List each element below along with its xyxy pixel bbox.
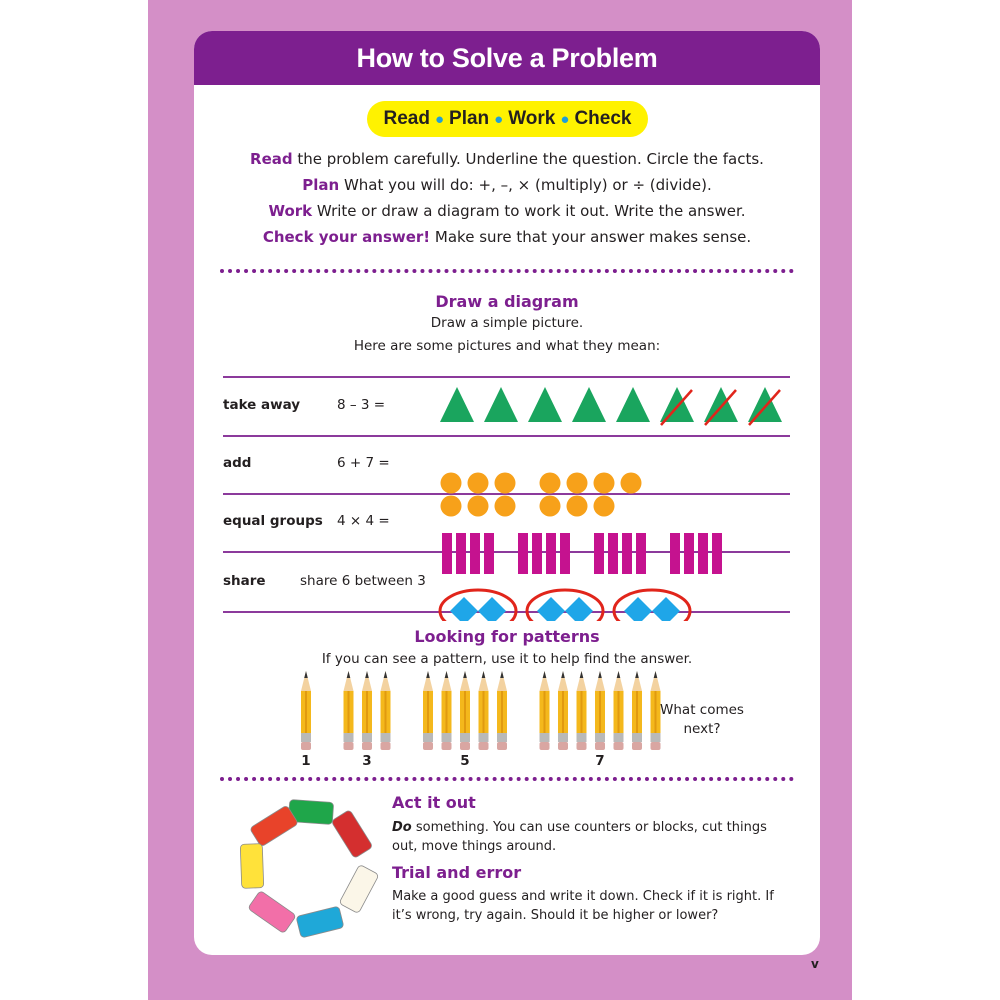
pencil-icon [423, 671, 433, 750]
diamond-counter [450, 597, 478, 621]
instruction-check [194, 224, 820, 250]
pattern-question: What comes next? [660, 702, 744, 737]
diagram-pictures [194, 371, 820, 621]
diagram-line1: Draw a simple picture. [430, 315, 584, 331]
circle-counter [540, 496, 561, 517]
pencil-icon [460, 671, 470, 750]
diamond-counter [478, 597, 506, 621]
pencil-icon [497, 671, 507, 750]
bar-counter [622, 533, 632, 574]
circle-counter [567, 473, 588, 494]
pencil-icon [540, 671, 550, 750]
pattern-number: 3 [362, 753, 372, 769]
bar-counter [670, 533, 680, 574]
circle-counter [441, 496, 462, 517]
row-label-take-away: take away [223, 397, 301, 413]
keyword: Plan [302, 176, 340, 194]
step-check: Check [574, 108, 632, 129]
trial-error-text: Make a good guess and write it down. Check if it is right. If it’s wrong, try again. Should it be higher or lower? [392, 889, 774, 923]
trial-error-heading: Trial and error [392, 863, 522, 882]
circle-counter [468, 496, 489, 517]
patterns-subtitle: If you can see a pattern, use it to help find the answer. [321, 651, 693, 667]
patterns-heading: Looking for patterns [414, 627, 600, 646]
pattern-number: 1 [301, 753, 311, 769]
instruction-plan [194, 172, 820, 198]
step-work: Work [508, 108, 556, 129]
row-label-equal-groups: equal groups [223, 513, 323, 529]
page-number: v [811, 957, 819, 971]
row-label-add: add [223, 455, 252, 471]
diamond-counter [624, 597, 652, 621]
bar-counter [608, 533, 618, 574]
bar-counter [594, 533, 604, 574]
diagram-heading: Draw a diagram [435, 292, 579, 311]
pencil-icon [442, 671, 452, 750]
keyword: Check your answer! [262, 228, 431, 246]
diagram-line2: Here are some pictures and what they mean: [353, 338, 661, 354]
bullet-dot: ● [560, 110, 570, 128]
share-ring [527, 590, 603, 621]
steps-pill [367, 101, 648, 137]
keyword: Work [268, 202, 313, 220]
triangle-counter [616, 387, 650, 422]
dotted-divider [220, 777, 794, 781]
pencil-icon [344, 671, 354, 750]
diamond-counter [537, 597, 565, 621]
step-read: Read [383, 108, 430, 129]
instruction-text: Make sure that your answer makes sense. [430, 228, 752, 246]
instruction-read [194, 146, 820, 172]
triangle-counter [484, 387, 518, 422]
triangle-counter [440, 387, 474, 422]
share-ring [614, 590, 690, 621]
pencil-icon [362, 671, 372, 750]
bullet-dot: ● [494, 110, 504, 128]
bar-counter [684, 533, 694, 574]
triangle-counter [572, 387, 606, 422]
content-card [194, 31, 820, 955]
circle-counter [567, 496, 588, 517]
instruction-text: Write or draw a diagram to work it out. Write the answer. [312, 202, 746, 220]
pattern-number: 7 [595, 753, 605, 769]
pattern-number: 5 [460, 753, 470, 769]
bar-counter [442, 533, 452, 574]
bar-counter [518, 533, 528, 574]
bar-counter [470, 533, 480, 574]
instruction-text: What you will do: +, –, × (multiply) or ÷ (divide). [339, 176, 712, 194]
circle-counter [495, 496, 516, 517]
circle-counter [594, 496, 615, 517]
instruction-text: the problem carefully. Underline the question. Circle the facts. [292, 150, 764, 168]
act-it-out-body: something. You can use counters or blocks, cut things out, move things around. [392, 820, 767, 854]
diamond-counter [652, 597, 680, 621]
pencil-icon [577, 671, 587, 750]
act-it-out-text [392, 818, 792, 856]
bar-counter [698, 533, 708, 574]
row-expr-take-away: 8 – 3 = [337, 397, 386, 413]
bar-counter [532, 533, 542, 574]
step-plan: Plan [449, 108, 490, 129]
pencil-icon [614, 671, 624, 750]
triangle-counter [528, 387, 562, 422]
bullet-dot: ● [434, 110, 445, 128]
pencil-icon [381, 671, 391, 750]
pencil-icon [558, 671, 568, 750]
circle-counter [468, 473, 489, 494]
row-expr-share: share 6 between 3 [300, 573, 426, 589]
keyword: Read [250, 150, 293, 168]
pencil-icon [595, 671, 605, 750]
circle-counter [594, 473, 615, 494]
bar-counter [546, 533, 556, 574]
bar-counter [484, 533, 494, 574]
pencil-icon [479, 671, 489, 750]
pencil-icon [301, 671, 311, 750]
circle-counter [621, 473, 642, 494]
bar-counter [456, 533, 466, 574]
bar-counter [712, 533, 722, 574]
bar-counter [636, 533, 646, 574]
bar-counter [560, 533, 570, 574]
row-label-share: share [223, 573, 266, 589]
instruction-work [194, 198, 820, 224]
act-it-out-heading: Act it out [392, 793, 476, 812]
pencil-icon [632, 671, 642, 750]
title-bar [194, 31, 820, 85]
share-ring [440, 590, 516, 621]
circle-counter [495, 473, 516, 494]
circle-counter [441, 473, 462, 494]
emphasis-do: Do [392, 820, 412, 835]
dotted-divider [220, 269, 794, 273]
blocks-ring-image [234, 793, 384, 941]
circle-counter [540, 473, 561, 494]
row-expr-equal-groups: 4 × 4 = [337, 513, 390, 529]
row-expr-add: 6 + 7 = [337, 455, 390, 471]
page-title: How to Solve a Problem [356, 42, 658, 73]
diamond-counter [565, 597, 593, 621]
